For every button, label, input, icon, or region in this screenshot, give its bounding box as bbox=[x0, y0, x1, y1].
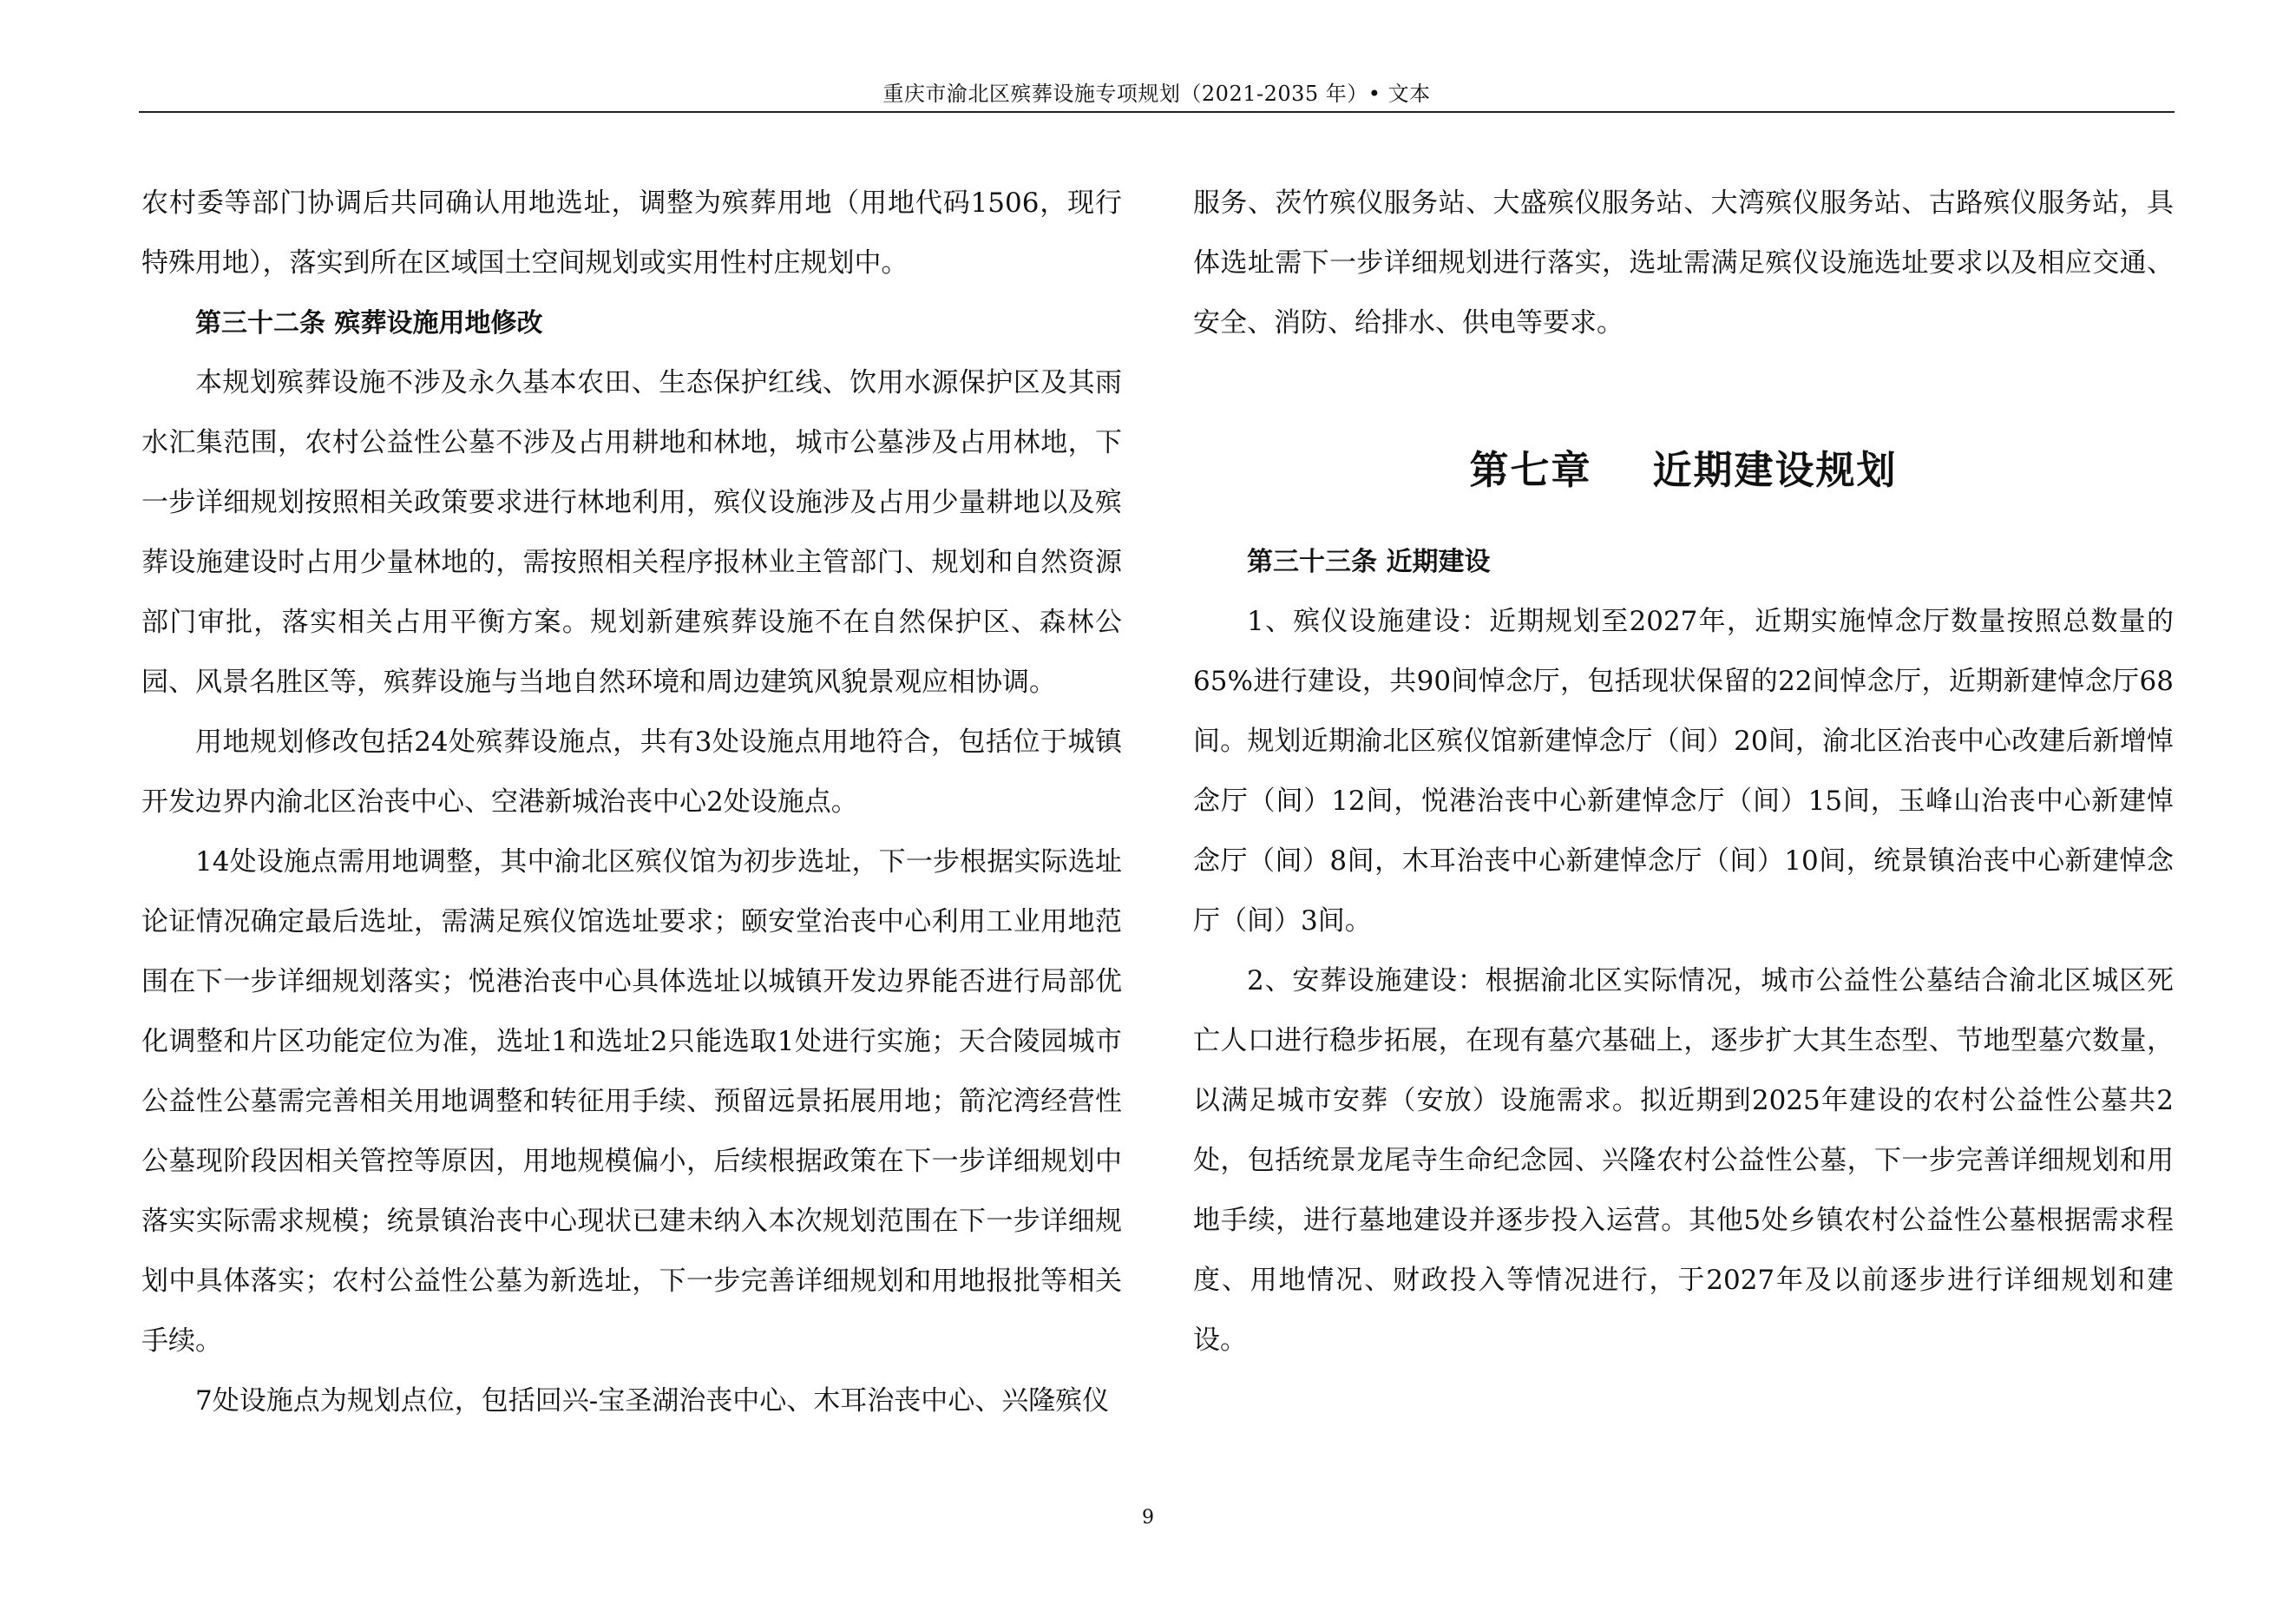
paragraph-continuation-right: 服务、茨竹殡仪服务站、大盛殡仪服务站、大湾殡仪服务站、古路殡仪服务站，具体选址需下一步详细规划进行落实，选址需满足殡仪设施选址要求以及相应交通、安全、消防、给排水、供电等要求。 bbox=[1193, 187, 2174, 339]
chapter-name: 近期建设规划 bbox=[1652, 447, 1898, 493]
paragraph-land-constraints: 本规划殡葬设施不涉及永久基本农田、生态保护红线、饮用水源保护区及其雨水汇集范围，农村公益性公墓不涉及占用耕地和林地，城市公墓涉及占用林地，下一步详细规划按照相关政策要求进行林地利用，殡仪设施涉及占用少量耕地以及殡葬设施建设时占用少量林地的，需按照相关程序报林业主管部门、规划和自然资源部门审批，落实相关占用平衡方案。规划新建殡葬设施不在自然保护区、森林公园、风景名胜区等，殡葬设施与当地自然环境和周边建筑风貌景观应相协调。 bbox=[141, 367, 1122, 698]
left-column bbox=[141, 174, 1122, 1431]
paragraph-land-adjustment: 14处设施点需用地调整，其中渝北区殡仪馆为初步选址，下一步根据实际选址论证情况确定最后选址，需满足殡仪馆选址要求；颐安堂治丧中心利用工业用地范围在下一步详细规划落实；悦港治丧中心具体选址以城镇开发边界能否进行局部优化调整和片区功能定位为准，选址1和选址2只能选取1处进行实施；天合陵园城市公益性公墓需完善相关用地调整和转征用手续、预留远景拓展用地；箭沱湾经营性公墓现阶段因相关管控等原因，用地规模偏小，后续根据政策在下一步详细规划中落实实际需求规模；统景镇治丧中心现状已建未纳入本次规划范围在下一步详细规划中具体落实；农村公益性公墓为新选址，下一步完善详细规划和用地报批等相关手续。 bbox=[141, 846, 1122, 1357]
right-column bbox=[1193, 174, 2174, 1371]
paragraph-burial-facilities: 2、安葬设施建设：根据渝北区实际情况，城市公益性公墓结合渝北区城区死亡人口进行稳步拓展，在现有墓穴基础上，逐步扩大其生态型、节地型墓穴数量，以满足城市安葬（安放）设施需求。拟近期到2025年建设的农村公益性公墓共2处，包括统景龙尾寺生命纪念园、兴隆农村公益性公墓，下一步完善详细规划和用地手续，进行墓地建设并逐步投入运营。其他5处乡镇农村公益性公墓根据需求程度、用地情况、财政投入等情况进行，于2027年及以前逐步进行详细规划和建设。 bbox=[1193, 965, 2174, 1356]
paragraph-continuation: 农村委等部门协调后共同确认用地选址，调整为殡葬用地（用地代码1506，现行特殊用地），落实到所在区域国土空间规划或实用性村庄规划中。 bbox=[141, 187, 1122, 279]
chapter-title bbox=[1193, 440, 2174, 501]
paragraph-land-compliance: 用地规划修改包括24处殡葬设施点，共有3处设施点用地符合，包括位于城镇开发边界内渝北区治丧中心、空港新城治丧中心2处设施点。 bbox=[141, 727, 1122, 818]
page-number: 9 bbox=[1142, 1507, 1154, 1529]
article-32-heading: 第三十二条 殡葬设施用地修改 bbox=[195, 308, 543, 339]
paragraph-funeral-facilities: 1、殡仪设施建设：近期规划至2027年，近期实施悼念厅数量按照总数量的65%进行建设，共90间悼念厅，包括现状保留的22间悼念厅，近期新建悼念厅68间。规划近期渝北区殡仪馆新建悼念厅（间）20间，渝北区治丧中心改建后新增悼念厅（间）12间，悦港治丧中心新建悼念厅（间）15间，玉峰山治丧中心新建悼念厅（间）8间，木耳治丧中心新建悼念厅（间）10间，统景镇治丧中心新建悼念厅（间）3间。 bbox=[1193, 606, 2174, 937]
chapter-number: 第七章 bbox=[1469, 447, 1592, 493]
paragraph-planned-sites: 7处设施点为规划点位，包括回兴-宝圣湖治丧中心、木耳治丧中心、兴隆殡仪 bbox=[195, 1385, 1110, 1417]
article-33-heading: 第三十三条 近期建设 bbox=[1247, 547, 1491, 577]
header-rule bbox=[139, 111, 2175, 113]
running-header: 重庆市渝北区殡葬设施专项规划（2021-2035 年）• 文本 bbox=[882, 82, 1431, 106]
